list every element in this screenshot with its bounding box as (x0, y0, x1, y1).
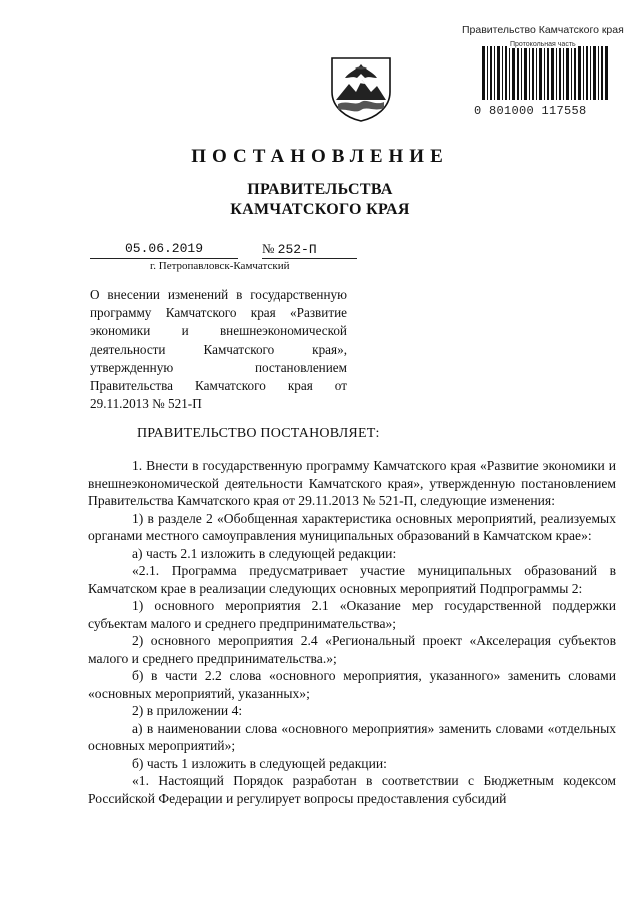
paragraph: 1) основного мероприятия 2.1 «Оказание мер государственной поддержки субъектам малого и среднего предпринимательства»; (88, 598, 616, 631)
paragraph: «1. Настоящий Порядок разработан в соответствии с Бюджетным кодексом Российской Федерации и регулирует вопросы предоставления субсидий (88, 773, 616, 806)
paragraph: а) часть 2.1 изложить в следующей редакции: (132, 545, 397, 561)
document-title: ПОСТАНОВЛЕНИЕ (191, 146, 449, 167)
issuer-line-1: ПРАВИТЕЛЬСТВА (247, 181, 393, 198)
stamp-organization: Правительство Камчатского края (462, 24, 624, 36)
paragraph: а) в наименовании слова «основного мероприятия» заменить словами «отдельных основных мероприятий»; (88, 720, 616, 753)
document-number (262, 241, 317, 257)
resolves-heading: ПРАВИТЕЛЬСТВО ПОСТАНОВЛЯЕТ: (137, 426, 380, 441)
coat-of-arms-icon (329, 56, 393, 122)
issue-city: г. Петропавловск-Камчатский (150, 260, 290, 272)
number-underline (262, 258, 357, 259)
paragraph: 2) основного мероприятия 2.4 «Региональный проект «Акселерация субъектов малого и среднего предпринимательства.»; (88, 633, 616, 666)
paragraph: б) часть 1 изложить в следующей редакции: (132, 755, 387, 771)
document-body (88, 457, 616, 807)
document-caption: О внесении изменений в государственную программу Камчатского края «Развитие экономики и внешнеэкономической деятельности Камчатского края», утвержденную постановлением Правительства Камчатского края от 29.11.2013 № 521-П (90, 287, 347, 412)
paragraph: 2) в приложении 4: (132, 703, 243, 718)
date-underline (90, 258, 238, 259)
issuer-line-2: КАМЧАТСКОГО КРАЯ (230, 201, 410, 218)
paragraph: 1. Внести в государственную программу Камчатского края «Развитие экономики и внешнеэкономической деятельности Камчатского края», утвержденную постановлением Правительства Камчатского края от 29.11.2013 № 521-П, следующие изменения: (88, 458, 616, 508)
number-value: 252-П (277, 242, 317, 257)
document-date: 05.06.2019 (124, 241, 203, 256)
paragraph: «2.1. Программа предусматривает участие муниципальных образований в Камчатском крае в реализации следующих основных мероприятий Подпрограммы 2: (88, 563, 616, 596)
barcode-number: 0 801000 117558 (474, 104, 587, 118)
stamp-subtitle: Протокольная часть (510, 41, 576, 48)
paragraph: 1) в разделе 2 «Обобщенная характеристика основных мероприятий, реализуемых органами местного самоуправления муниципальных образований в Камчатском крае»: (88, 510, 616, 543)
number-label: № (262, 241, 275, 256)
paragraph: б) в части 2.2 слова «основного мероприятия, указанного» заменить словами «основных мероприятий, указанных»; (88, 668, 616, 701)
